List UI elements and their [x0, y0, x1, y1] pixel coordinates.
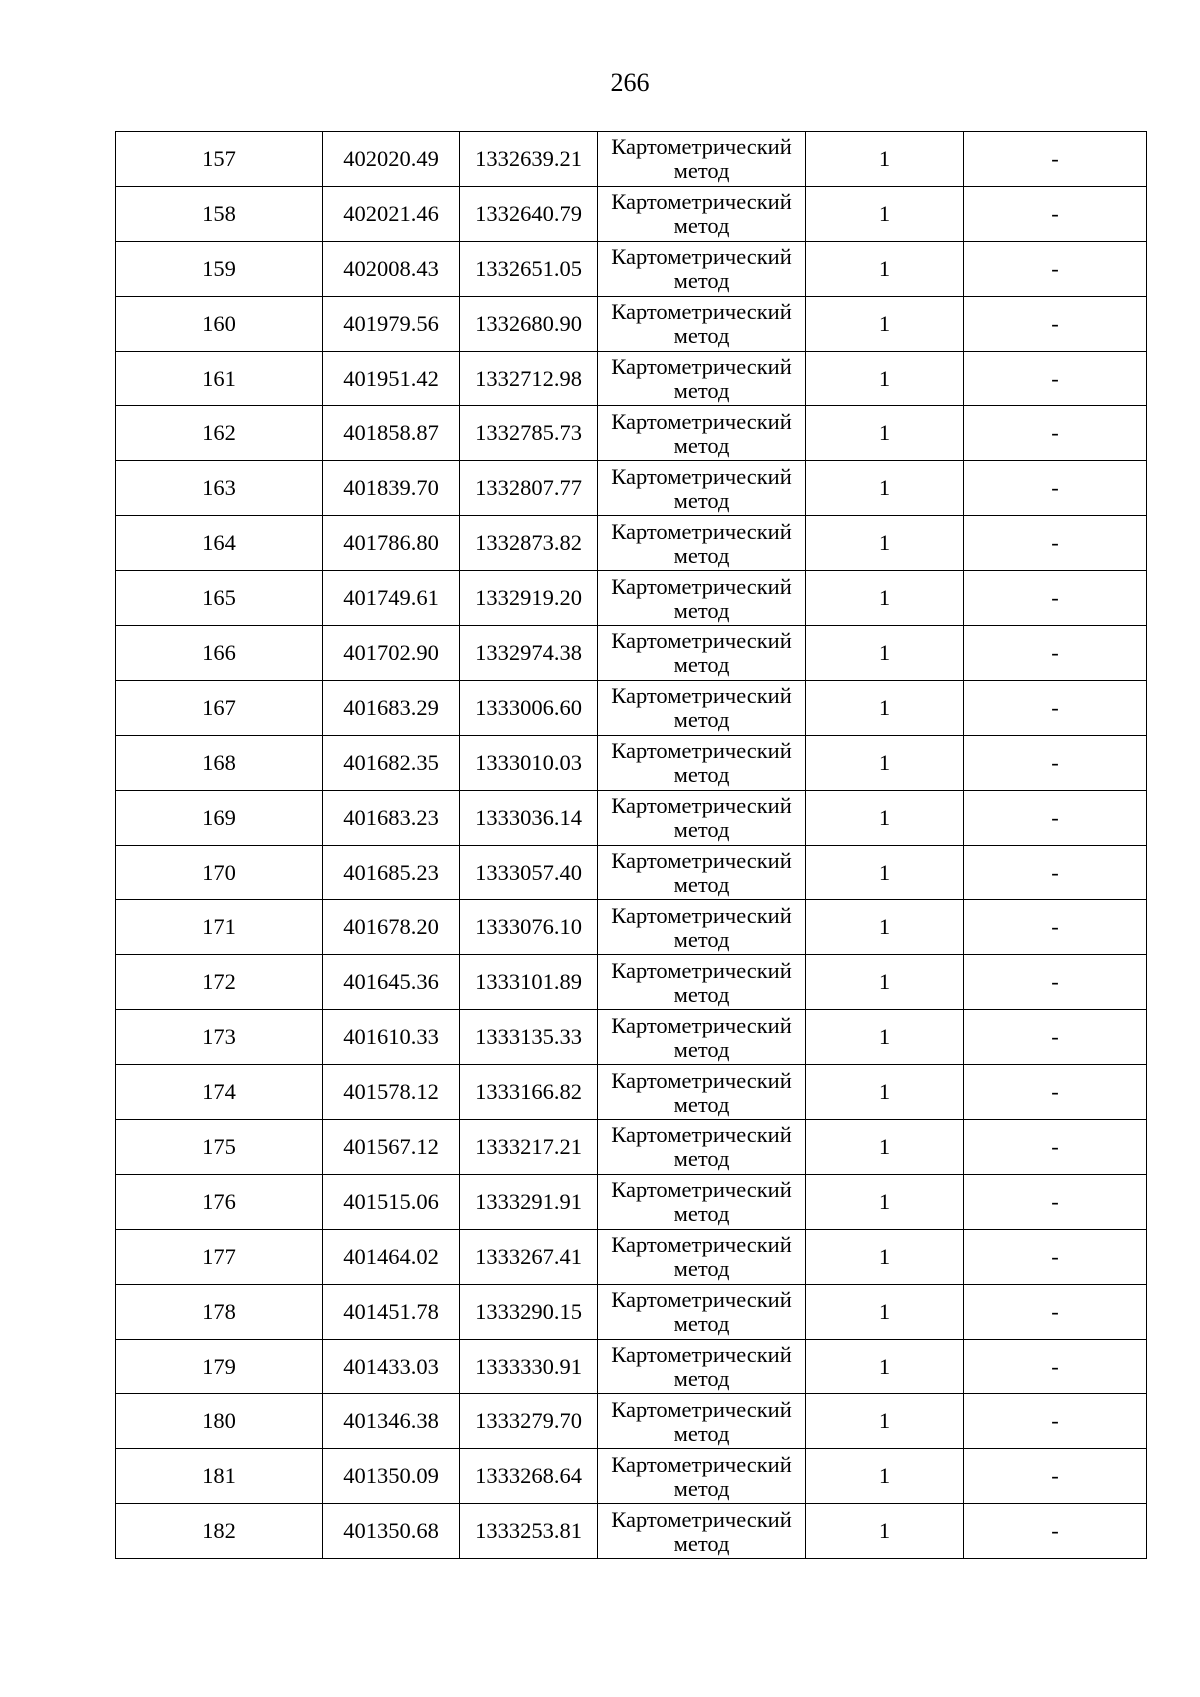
- method-label-line1: Картометрический: [611, 408, 792, 434]
- note-cell: -: [964, 900, 1147, 955]
- note-cell: -: [964, 680, 1147, 735]
- y-coordinate-cell: 1332680.90: [460, 296, 598, 351]
- accuracy-cell: 1: [806, 900, 964, 955]
- point-number-cell: 168: [116, 735, 323, 790]
- note-cell: -: [964, 571, 1147, 626]
- method-cell: [598, 1065, 806, 1120]
- coordinates-table: [115, 131, 1147, 1559]
- note-cell: -: [964, 406, 1147, 461]
- method-label-line1: Картометрический: [611, 463, 792, 489]
- point-number-cell: 164: [116, 516, 323, 571]
- accuracy-cell: 1: [806, 351, 964, 406]
- table-row: [116, 680, 1147, 735]
- note-cell: -: [964, 790, 1147, 845]
- method-label-line1: Картометрический: [611, 1451, 792, 1477]
- method-label-line1: Картометрический: [611, 957, 792, 983]
- x-coordinate-cell: 402021.46: [323, 186, 460, 241]
- table-row: [116, 516, 1147, 571]
- method-label-line1: Картометрический: [611, 793, 792, 819]
- point-number-cell: 173: [116, 1010, 323, 1065]
- point-number-cell: 159: [116, 241, 323, 296]
- y-coordinate-cell: 1332640.79: [460, 186, 598, 241]
- method-label-line2: метод: [673, 323, 730, 349]
- method-cell: [598, 516, 806, 571]
- method-label-line2: метод: [673, 213, 730, 239]
- y-coordinate-cell: 1333290.15: [460, 1284, 598, 1339]
- method-label-line2: метод: [673, 652, 730, 678]
- method-cell: [598, 351, 806, 406]
- method-label-line1: Картометрический: [611, 738, 792, 764]
- y-coordinate-cell: 1333010.03: [460, 735, 598, 790]
- method-label-line1: Картометрический: [611, 1177, 792, 1203]
- accuracy-cell: 1: [806, 516, 964, 571]
- method-label-line1: Картометрический: [611, 1232, 792, 1258]
- table-row: [116, 406, 1147, 461]
- method-label-line2: метод: [673, 1091, 730, 1117]
- note-cell: -: [964, 1504, 1147, 1559]
- y-coordinate-cell: 1333268.64: [460, 1449, 598, 1504]
- accuracy-cell: 1: [806, 626, 964, 681]
- table-row: [116, 186, 1147, 241]
- method-label-line1: Картометрический: [611, 1342, 792, 1368]
- method-label-line2: метод: [673, 542, 730, 568]
- y-coordinate-cell: 1333291.91: [460, 1174, 598, 1229]
- note-cell: -: [964, 955, 1147, 1010]
- method-cell: [598, 1174, 806, 1229]
- table-row: [116, 626, 1147, 681]
- accuracy-cell: 1: [806, 845, 964, 900]
- point-number-cell: 157: [116, 132, 323, 187]
- page-number: 266: [610, 68, 650, 97]
- method-cell: [598, 900, 806, 955]
- x-coordinate-cell: 401610.33: [323, 1010, 460, 1065]
- method-label-line2: метод: [673, 872, 730, 898]
- y-coordinate-cell: 1333253.81: [460, 1504, 598, 1559]
- method-label-line2: метод: [673, 158, 730, 184]
- y-coordinate-cell: 1333330.91: [460, 1339, 598, 1394]
- table-row: [116, 1120, 1147, 1175]
- x-coordinate-cell: 401451.78: [323, 1284, 460, 1339]
- y-coordinate-cell: 1333267.41: [460, 1229, 598, 1284]
- table-row: [116, 790, 1147, 845]
- note-cell: -: [964, 241, 1147, 296]
- note-cell: -: [964, 735, 1147, 790]
- accuracy-cell: 1: [806, 186, 964, 241]
- y-coordinate-cell: 1333006.60: [460, 680, 598, 735]
- point-number-cell: 177: [116, 1229, 323, 1284]
- accuracy-cell: 1: [806, 406, 964, 461]
- point-number-cell: 169: [116, 790, 323, 845]
- x-coordinate-cell: 401567.12: [323, 1120, 460, 1175]
- method-cell: [598, 186, 806, 241]
- accuracy-cell: 1: [806, 461, 964, 516]
- method-cell: [598, 1339, 806, 1394]
- table-row: [116, 296, 1147, 351]
- point-number-cell: 163: [116, 461, 323, 516]
- x-coordinate-cell: 401645.36: [323, 955, 460, 1010]
- x-coordinate-cell: 401678.20: [323, 900, 460, 955]
- method-label-line2: метод: [673, 817, 730, 843]
- table-row: [116, 571, 1147, 626]
- method-label-line2: метод: [673, 1036, 730, 1062]
- method-label-line1: Картометрический: [611, 518, 792, 544]
- method-cell: [598, 241, 806, 296]
- method-label-line2: метод: [673, 1530, 730, 1556]
- method-cell: [598, 461, 806, 516]
- method-cell: [598, 955, 806, 1010]
- point-number-cell: 161: [116, 351, 323, 406]
- y-coordinate-cell: 1332807.77: [460, 461, 598, 516]
- note-cell: -: [964, 186, 1147, 241]
- note-cell: -: [964, 1065, 1147, 1120]
- y-coordinate-cell: 1332651.05: [460, 241, 598, 296]
- point-number-cell: 179: [116, 1339, 323, 1394]
- method-label-line2: метод: [673, 1146, 730, 1172]
- note-cell: -: [964, 1339, 1147, 1394]
- note-cell: -: [964, 1284, 1147, 1339]
- table-row: [116, 735, 1147, 790]
- method-label-line1: Картометрический: [611, 1012, 792, 1038]
- method-cell: [598, 680, 806, 735]
- accuracy-cell: 1: [806, 680, 964, 735]
- method-cell: [598, 1449, 806, 1504]
- method-cell: [598, 296, 806, 351]
- method-label-line2: метод: [673, 1311, 730, 1337]
- x-coordinate-cell: 401433.03: [323, 1339, 460, 1394]
- table-row: [116, 132, 1147, 187]
- note-cell: -: [964, 1394, 1147, 1449]
- accuracy-cell: 1: [806, 1174, 964, 1229]
- x-coordinate-cell: 401786.80: [323, 516, 460, 571]
- table-row: [116, 1449, 1147, 1504]
- method-label-line2: метод: [673, 762, 730, 788]
- y-coordinate-cell: 1333036.14: [460, 790, 598, 845]
- x-coordinate-cell: 401858.87: [323, 406, 460, 461]
- method-label-line2: метод: [673, 597, 730, 623]
- point-number-cell: 167: [116, 680, 323, 735]
- method-cell: [598, 132, 806, 187]
- method-label-line1: Картометрический: [611, 189, 792, 215]
- point-number-cell: 176: [116, 1174, 323, 1229]
- method-label-line1: Картометрический: [611, 573, 792, 599]
- x-coordinate-cell: 401951.42: [323, 351, 460, 406]
- method-cell: [598, 735, 806, 790]
- method-label-line2: метод: [673, 1420, 730, 1446]
- note-cell: -: [964, 461, 1147, 516]
- x-coordinate-cell: 401702.90: [323, 626, 460, 681]
- table-row: [116, 1010, 1147, 1065]
- accuracy-cell: 1: [806, 1504, 964, 1559]
- table-row: [116, 241, 1147, 296]
- point-number-cell: 160: [116, 296, 323, 351]
- table-row: [116, 351, 1147, 406]
- method-cell: [598, 571, 806, 626]
- point-number-cell: 178: [116, 1284, 323, 1339]
- x-coordinate-cell: 401578.12: [323, 1065, 460, 1120]
- method-label-line2: метод: [673, 378, 730, 403]
- x-coordinate-cell: 401839.70: [323, 461, 460, 516]
- method-cell: [598, 406, 806, 461]
- y-coordinate-cell: 1332639.21: [460, 132, 598, 187]
- method-label-line1: Картометрический: [611, 902, 792, 928]
- note-cell: -: [964, 296, 1147, 351]
- method-label-line1: Картометрический: [611, 1122, 792, 1148]
- table-row: [116, 461, 1147, 516]
- method-label-line1: Картометрический: [611, 244, 792, 270]
- accuracy-cell: 1: [806, 1010, 964, 1065]
- x-coordinate-cell: 401683.23: [323, 790, 460, 845]
- table-row: [116, 955, 1147, 1010]
- point-number-cell: 170: [116, 845, 323, 900]
- method-label-line1: Картометрический: [611, 134, 792, 160]
- method-label-line2: метод: [673, 268, 730, 294]
- method-label-line1: Картометрический: [611, 628, 792, 654]
- method-label-line2: метод: [673, 1256, 730, 1282]
- note-cell: -: [964, 1449, 1147, 1504]
- y-coordinate-cell: 1333076.10: [460, 900, 598, 955]
- method-cell: [598, 1284, 806, 1339]
- accuracy-cell: 1: [806, 1284, 964, 1339]
- y-coordinate-cell: 1333279.70: [460, 1394, 598, 1449]
- y-coordinate-cell: 1332785.73: [460, 406, 598, 461]
- accuracy-cell: 1: [806, 1065, 964, 1120]
- coordinates-table-body: [116, 132, 1147, 1559]
- table-row: [116, 1065, 1147, 1120]
- note-cell: -: [964, 626, 1147, 681]
- point-number-cell: 165: [116, 571, 323, 626]
- method-label-line1: Картометрический: [611, 299, 792, 325]
- method-label-line2: метод: [673, 432, 730, 458]
- method-label-line1: Картометрический: [611, 1067, 792, 1093]
- point-number-cell: 166: [116, 626, 323, 681]
- method-label-line2: метод: [673, 1366, 730, 1392]
- x-coordinate-cell: 401350.09: [323, 1449, 460, 1504]
- x-coordinate-cell: 401346.38: [323, 1394, 460, 1449]
- x-coordinate-cell: 402020.49: [323, 132, 460, 187]
- x-coordinate-cell: 401749.61: [323, 571, 460, 626]
- note-cell: -: [964, 516, 1147, 571]
- table-row: [116, 1284, 1147, 1339]
- point-number-cell: 181: [116, 1449, 323, 1504]
- method-label-line1: Картометрический: [611, 1506, 792, 1532]
- y-coordinate-cell: 1333057.40: [460, 845, 598, 900]
- y-coordinate-cell: 1332873.82: [460, 516, 598, 571]
- y-coordinate-cell: 1333217.21: [460, 1120, 598, 1175]
- accuracy-cell: 1: [806, 132, 964, 187]
- x-coordinate-cell: 401464.02: [323, 1229, 460, 1284]
- point-number-cell: 174: [116, 1065, 323, 1120]
- table-row: [116, 1394, 1147, 1449]
- method-cell: [598, 1120, 806, 1175]
- accuracy-cell: 1: [806, 790, 964, 845]
- method-label-line2: метод: [673, 1201, 730, 1227]
- method-cell: [598, 626, 806, 681]
- point-number-cell: 175: [116, 1120, 323, 1175]
- y-coordinate-cell: 1332712.98: [460, 351, 598, 406]
- method-label-line1: Картометрический: [611, 683, 792, 709]
- x-coordinate-cell: 401685.23: [323, 845, 460, 900]
- x-coordinate-cell: 401350.68: [323, 1504, 460, 1559]
- note-cell: -: [964, 845, 1147, 900]
- note-cell: -: [964, 1120, 1147, 1175]
- accuracy-cell: 1: [806, 1339, 964, 1394]
- method-cell: [598, 1010, 806, 1065]
- point-number-cell: 171: [116, 900, 323, 955]
- point-number-cell: 172: [116, 955, 323, 1010]
- x-coordinate-cell: 402008.43: [323, 241, 460, 296]
- method-label-line2: метод: [673, 487, 730, 513]
- point-number-cell: 182: [116, 1504, 323, 1559]
- method-label-line2: метод: [673, 707, 730, 733]
- method-cell: [598, 1229, 806, 1284]
- method-cell: [598, 1504, 806, 1559]
- accuracy-cell: 1: [806, 241, 964, 296]
- accuracy-cell: 1: [806, 1229, 964, 1284]
- x-coordinate-cell: 401683.29: [323, 680, 460, 735]
- y-coordinate-cell: 1333135.33: [460, 1010, 598, 1065]
- method-label-line1: Картометрический: [611, 1396, 792, 1422]
- table-row: [116, 1174, 1147, 1229]
- point-number-cell: 162: [116, 406, 323, 461]
- table-row: [116, 1229, 1147, 1284]
- method-label-line2: метод: [673, 1475, 730, 1501]
- method-label-line2: метод: [673, 926, 730, 952]
- x-coordinate-cell: 401682.35: [323, 735, 460, 790]
- table-row: [116, 845, 1147, 900]
- accuracy-cell: 1: [806, 296, 964, 351]
- method-cell: [598, 845, 806, 900]
- method-label-line1: Картометрический: [611, 848, 792, 874]
- note-cell: -: [964, 351, 1147, 406]
- y-coordinate-cell: 1332974.38: [460, 626, 598, 681]
- method-label-line1: Картометрический: [611, 1287, 792, 1313]
- method-cell: [598, 790, 806, 845]
- note-cell: -: [964, 1010, 1147, 1065]
- y-coordinate-cell: 1333101.89: [460, 955, 598, 1010]
- x-coordinate-cell: 401515.06: [323, 1174, 460, 1229]
- note-cell: -: [964, 1229, 1147, 1284]
- note-cell: -: [964, 132, 1147, 187]
- accuracy-cell: 1: [806, 1394, 964, 1449]
- accuracy-cell: 1: [806, 1449, 964, 1504]
- method-cell: [598, 1394, 806, 1449]
- y-coordinate-cell: 1333166.82: [460, 1065, 598, 1120]
- accuracy-cell: 1: [806, 571, 964, 626]
- accuracy-cell: 1: [806, 735, 964, 790]
- table-row: [116, 900, 1147, 955]
- table-row: [116, 1339, 1147, 1394]
- accuracy-cell: 1: [806, 955, 964, 1010]
- table-row: [116, 1504, 1147, 1559]
- method-label-line2: метод: [673, 981, 730, 1007]
- note-cell: -: [964, 1174, 1147, 1229]
- x-coordinate-cell: 401979.56: [323, 296, 460, 351]
- point-number-cell: 180: [116, 1394, 323, 1449]
- point-number-cell: 158: [116, 186, 323, 241]
- accuracy-cell: 1: [806, 1120, 964, 1175]
- method-label-line1: Картометрический: [611, 354, 792, 379]
- y-coordinate-cell: 1332919.20: [460, 571, 598, 626]
